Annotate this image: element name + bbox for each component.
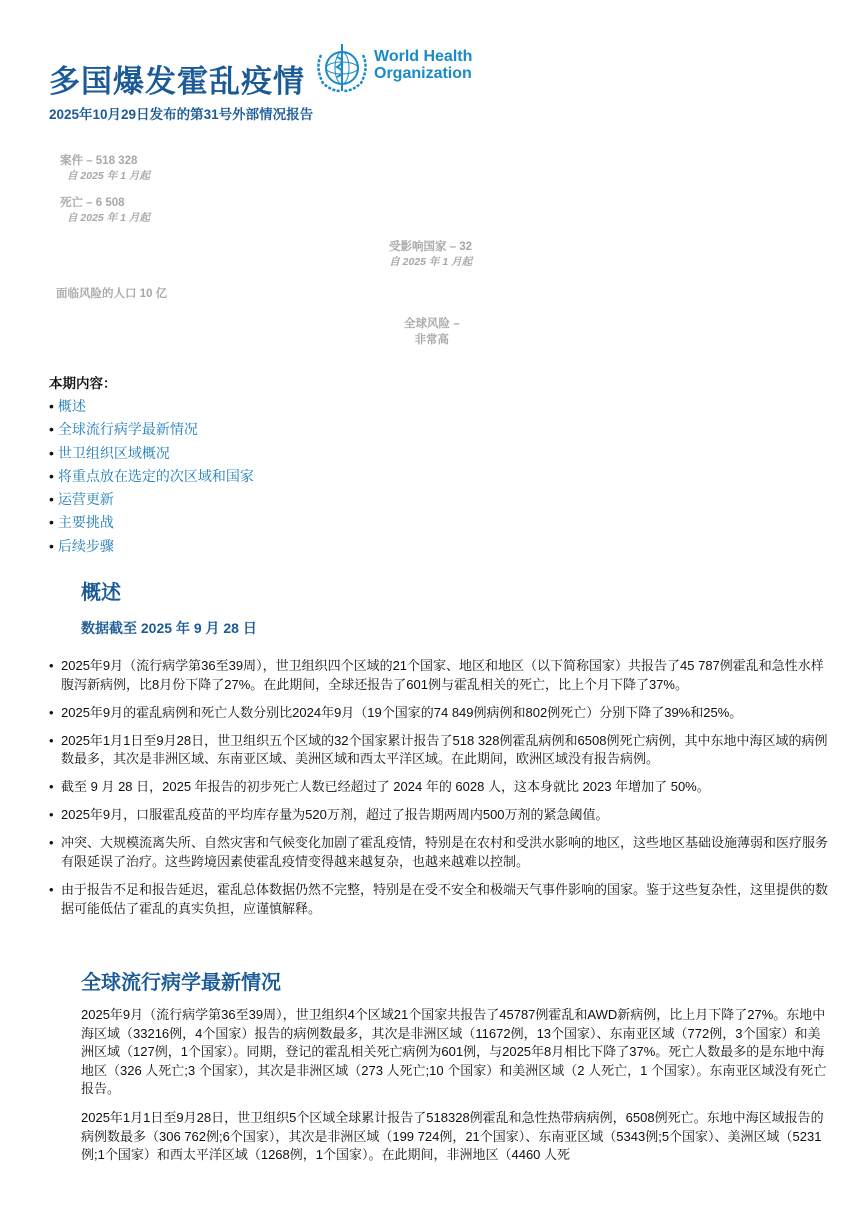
logo-line-2: Organization <box>374 65 472 82</box>
toc-link-global-epi[interactable]: • 全球流行病学最新情况 <box>49 419 254 442</box>
global-update-heading: 全球流行病学最新情况 <box>81 972 281 994</box>
stat-population: 面临风险的人口 10 亿 <box>56 288 168 300</box>
overview-date: 数据截至 2025 年 9 月 28 日 <box>81 620 257 636</box>
overview-bullet: • 2025年9月的霍乱病例和死亡人数分别比2024年9月（19个国家的74 849例病例和802例死亡）分别下降了39%和25%。 <box>49 704 831 723</box>
stat-risk <box>404 315 460 347</box>
overview-bullet: • 2025年1月1日至9月28日，世卫组织五个区域的32个国家累计报告了518 328例霍乱病例和6508例死亡病例，其中东地中海区域的病例数最多，其次是非洲区域、东南亚区域、美洲区域和西太平洋区域。在此期间，欧洲区域没有报告病例。 <box>49 732 831 769</box>
toc-list <box>49 396 254 559</box>
stat-deaths <box>60 194 150 225</box>
stat-deaths-value: 死亡 – 6 508 <box>60 197 125 209</box>
overview-bullet: • 由于报告不足和报告延迟，霍乱总体数据仍然不完整，特别是在受不安全和极端天气事件影响的国家。鉴于这些复杂性，这里提供的数据可能低估了霍乱的真实负担，应谨慎解释。 <box>49 881 831 918</box>
overview-bullet: • 截至 9 月 28 日，2025 年报告的初步死亡人数已经超过了 2024 年的 6028 人，这本身就比 2023 年增加了 50%。 <box>49 778 831 797</box>
overview-bullet: • 2025年9月（流行病学第36至39周），世卫组织四个区域的21个国家、地区和地区（以下简称国家）共报告了45 787例霍乱和急性水样腹泻新病例，比8月份下降了27%。在此期间，全球还报告了601例与霍乱相关的死亡，比上个月下降了37%。 <box>49 657 831 694</box>
stat-cases <box>60 152 150 183</box>
toc-link-next-steps[interactable]: • 后续步骤 <box>49 536 254 559</box>
report-title: 多国爆发霍乱疫情 <box>49 64 305 99</box>
who-logo <box>313 41 483 95</box>
overview-heading: 概述 <box>81 582 121 604</box>
stat-cases-since: 自 2025 年 1 月起 <box>67 170 150 182</box>
stat-cases-value: 案件 – 518 328 <box>60 155 138 167</box>
global-update-paragraph: 2025年9月（流行病学第36至39周），世卫组织4个区域21个国家共报告了45787例霍乱和AWD新病例，比上月下降了27%。东地中海区域（33216例，4个国家）报告的病例数最多，其次是非洲区域（11672例，13个国家）、东南亚区域（772例，3个国家）和美洲区域（127例，1个国家）。同期，登记的霍乱相关死亡病例为601例，与2025年8月相比下降了37%。死亡人数最多的是东地中海地区（326 人死亡;3 个国家），其次是非洲区域（273 人死亡;10 个国家）和美洲区域（2 人死亡，1 个国家）。东南亚区域没有死亡报告。 <box>81 1007 827 1096</box>
logo-line-1: World Health <box>374 48 473 65</box>
stat-deaths-since: 自 2025 年 1 月起 <box>67 212 150 224</box>
overview-bullets <box>49 657 831 928</box>
toc-link-overview[interactable]: • 概述 <box>49 396 254 419</box>
toc-link-focus[interactable]: • 将重点放在选定的次区域和国家 <box>49 466 254 489</box>
toc-link-regional[interactable]: • 世卫组织区域概况 <box>49 443 254 466</box>
toc-link-operations[interactable]: • 运营更新 <box>49 489 254 512</box>
overview-bullet: • 冲突、大规模流离失所、自然灾害和气候变化加剧了霍乱疫情，特别是在农村和受洪水影响的地区，这些地区基础设施薄弱和医疗服务有限延误了治疗。这些跨境因素使霍乱疫情变得越来越复杂，也越来越难以控制。 <box>49 834 831 871</box>
global-update-paragraph: 2025年1月1日至9月28日，世卫组织5个区域全球累计报告了518328例霍乱和急性热带病病例，6508例死亡。东地中海区域报告的病例数最多（306 762例;6个国家），其次是非洲区域（199 724例，21个国家）、东南亚区域（5343例;5个国家）、美洲区域（5231例;1个国家）和西太平洋区域（1268例，1个国家）。在此期间，非洲地区（4460 人死 <box>81 1110 824 1162</box>
stat-countries-since: 自 2025 年 1 月起 <box>389 256 473 268</box>
who-logo-text <box>374 48 472 82</box>
who-emblem-icon <box>313 41 371 95</box>
stat-countries-value: 受影响国家 – 32 <box>389 241 473 253</box>
stat-risk-line1: 全球风险 – <box>404 318 460 330</box>
toc-heading: 本期内容： <box>49 376 117 391</box>
toc-link-challenges[interactable]: • 主要挑战 <box>49 512 254 535</box>
stat-countries <box>389 238 472 269</box>
overview-bullet: • 2025年9月，口服霍乱疫苗的平均库存量为520万剂，超过了报告期两周内500万剂的紧急阈值。 <box>49 806 831 825</box>
stat-risk-line2: 非常高 <box>414 334 450 346</box>
report-subtitle: 2025年10月29日发布的第31号外部情况报告 <box>49 107 314 122</box>
